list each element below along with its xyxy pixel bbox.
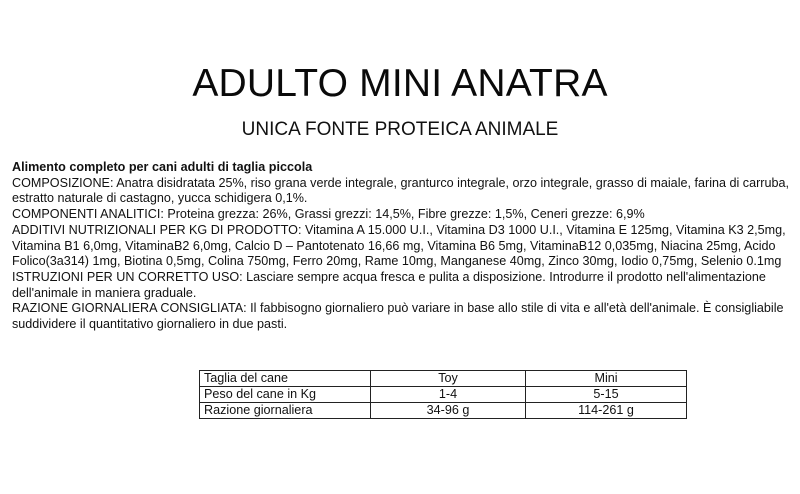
product-title: ADULTO MINI ANATRA <box>192 62 608 105</box>
table-cell: 5-15 <box>526 387 687 403</box>
analytic-components-paragraph: COMPONENTI ANALITICI: Proteina grezza: 26%, Grassi grezzi: 14,5%, Fibre grezze: 1,5%, Ceneri grezze: 6,9% <box>12 207 645 222</box>
table-row <box>200 403 687 419</box>
table-cell: 34-96 g <box>371 403 526 419</box>
nutritional-additives-paragraph: ADDITIVI NUTRIZIONALI PER KG DI PRODOTTO: Vitamina A 15.000 U.I., Vitamina D3 1000 U.I., Vitamina E 125mg, Vitamina K3 2,5mg, Vitamina B1 6,0mg, VitaminaB2 6,0mg, Calcio D – Pantotenato 16,66 mg, Vitamina B6 5mg, VitaminaB12 0,035mg, Niacina 25mg, Acido Folico(3a314) 1mg, Biotina 0,5mg, Colina 750mg, Ferro 20mg, Rame 10mg, Manganese 40mg, Zinco 30mg, Iodio 0,75mg, Selenio 0.1mg <box>12 222 786 269</box>
table-cell: Razione giornaliera <box>200 403 371 419</box>
table-cell: Mini <box>526 371 687 387</box>
product-subtitle: UNICA FONTE PROTEICA ANIMALE <box>241 119 559 140</box>
table-row <box>200 387 687 403</box>
lead-description: Alimento completo per cani adulti di taglia piccola <box>12 160 313 174</box>
table-cell: 114-261 g <box>526 403 687 419</box>
feeding-table <box>199 370 687 419</box>
usage-instructions-paragraph: ISTRUZIONI PER UN CORRETTO USO: Lasciare sempre acqua fresca e pulita a disposizione. Introdurre il prodotto nell'alimentazione dell'animale in maniera graduale. <box>12 269 766 300</box>
table-cell: Toy <box>371 371 526 387</box>
label-text <box>12 160 797 333</box>
table-cell: Taglia del cane <box>200 371 371 387</box>
table-cell: 1-4 <box>371 387 526 403</box>
table-cell: Peso del cane in Kg <box>200 387 371 403</box>
composition-paragraph: COMPOSIZIONE: Anatra disidratata 25%, riso grana verde integrale, granturco integrale, orzo integrale, grasso di maiale, farina di carruba, estratto naturale di castagno, yucca schidigera 0,1%. <box>12 175 789 206</box>
daily-ration-paragraph: RAZIONE GIORNALIERA CONSIGLIATA: Il fabbisogno giornaliero può variare in base allo stile di vita e all'età dell'animale. È consigliabile suddividere il quantitativo giornaliero in due pasti. <box>12 301 784 332</box>
table-row <box>200 371 687 387</box>
